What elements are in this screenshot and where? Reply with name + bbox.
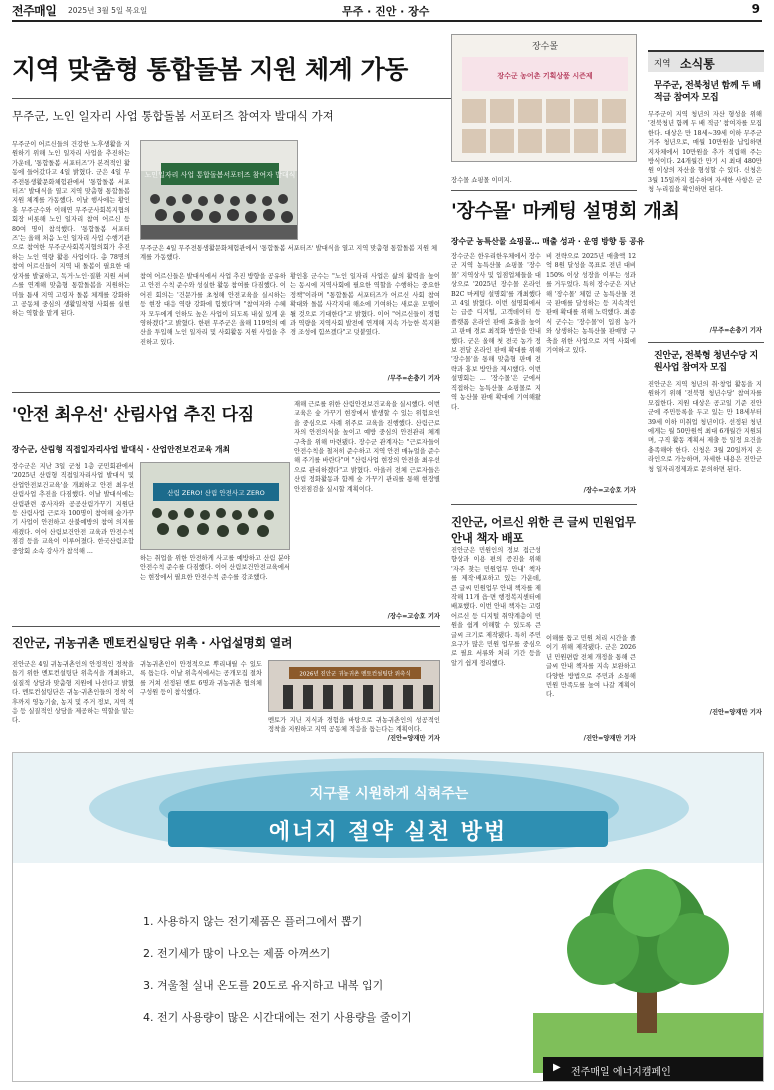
booklet-col-1: 진안군은 민원인의 정보 접근성 향상과 이용 편의 증진을 위해 '자주 찾는 민원업무 안내' 책자를 제작·배포하고 있는 가운데, 큰 글씨 민원업무 안내 책자를 제작해 11개 읍·면 행정복지센터에 배포했다. 이번 안내 책자는 고령 어르신 등 디지털 취약계층이 민원을 쉽게 이해할 수 있도록 큰 글씨 크기로 제작됐다. 특히 주민 요구가 많은 민원 업무를 중심으로 필요 서류와 처리 기간 등을 알기 쉽게 정리했다. xyxy=(451,547,541,667)
return-farm-photo-banner: 2026년 진안군 귀농귀촌 멘토컨설팅단 위촉식 xyxy=(299,671,411,678)
forest-title: '안전 최우선' 산림사업 추진 다짐 xyxy=(12,405,254,425)
page-number: 9 xyxy=(751,2,760,16)
ad-tip: 1. 사용하지 않는 전기제품은 플러그에서 뽑기 xyxy=(143,915,363,928)
market-rule xyxy=(451,190,637,191)
market-byline: /장수=고승호 기자 xyxy=(583,487,636,494)
sidebar-item1-byline: /무주=손충기 기자 xyxy=(709,327,762,334)
forest-photo-banner: 산림 ZERO! 산림 안전사고 ZERO xyxy=(167,489,265,497)
market-subhead: 장수군 농특산물 쇼핑몰… 매출 성과 · 운영 방향 등 공유 xyxy=(451,237,645,246)
forest-col-2: 하는 취업을 위한 안전하게 사고를 예방하고 산림 분야 안전수칙 준수를 다짐했다. 이어 산림보건안전교육에서는 현장에서 필요한 안전수칙 준수를 강조했다. xyxy=(140,555,290,581)
lead-photo-caption: 무주군은 4일 무주전통생활문화체험관에서 '통합돌봄 서포터즈' 발대식을 열고 지역 맞춤형 통합돌봄 지원 체계를 가동했다. xyxy=(140,245,438,261)
ad-campaign-name: 전주매일 에너지캠페인 xyxy=(571,1067,671,1078)
ad-tip: 2. 전기세가 많이 나오는 제품 아껴쓰기 xyxy=(143,947,331,960)
sidebar-item2-byline: /진안=양재만 기자 xyxy=(709,709,762,716)
local-news-sidebar xyxy=(648,50,764,730)
forest-byline: /장수=고승호 기자 xyxy=(387,613,440,620)
forest-rule xyxy=(12,392,440,393)
issue-date: 2025년 3월 5일 목요일 xyxy=(68,6,148,15)
lead-col-2: 참여 어르신들은 발대식에서 사업 추진 방향을 공유하고 안전 수칙 준수와 성실한 활동 참여를 다짐했다. 이어진 회의는 '건문가를 초청해 안전교육을 실시하는 등 현장 대응 역량 강화에 힘썼다'며 "참여자와 수혜자 모두에게 인하도 높은 사업이 되도록 내실 있게 운영하겠다"고 밝혔다. 한편 무주군은 올해 119억의 예산을 투입해 노인 일자리 및 사회활동 지원 사업을 추진하고 있다. xyxy=(140,273,286,346)
page-header xyxy=(12,2,762,20)
lead-photo-banner: 노인일자리 사업 통합돌봄서포터즈 참여자 발대식 xyxy=(144,171,296,179)
ad-tree-image xyxy=(533,853,763,1073)
return-farm-byline: /진안=양재만 기자 xyxy=(387,735,440,742)
booklet-col-2: 이해를 돕고 민원 처리 시간을 줄이기 위해 제작됐다. 군은 2026년 민원편람 전체 개정을 통해 큰 글씨 안내 책자를 지속 보완하고 다양한 방법으로 주민과 소통해 민원 만족도를 높여 나갈 계획이다. xyxy=(546,635,636,699)
mall-brand: 장수몰 xyxy=(531,42,559,52)
mall-banner: 장수군 농어촌 기획상품 시즌제 xyxy=(497,72,593,80)
newspaper-brand: 전주매일 xyxy=(12,4,57,18)
return-farm-rule xyxy=(12,626,440,627)
forest-photo xyxy=(140,462,290,550)
forest-col-1: 장수군은 지난 3일 군청 1층 군민회관에서 '2025년 산림형 직접일자리사업 발대식 및 산업안전보건교육'을 개최하고 안전 최우선 산림사업 추진을 다짐했다. 이날 발대식에는 산림관련 종사자와 공공산림가꾸기 지원단 등 산림사업 근로자 100명이 참여해 숲가꾸기 사업이 안전하고 산불예방의 참여 의지를 새겼다. 이어 산림보건안전 교육과 안전수칙 점검 등을 교육이 이루어졌다. 한국산림조합중앙회 소속 강사가 참석해 ... xyxy=(12,463,134,555)
booklet-title: 진안군, 어르신 위한 큰 글씨 민원업무 안내 책자 배포 xyxy=(451,515,636,545)
forest-subhead: 장수군, 산림형 직접일자리사업 발대식 · 산업안전보건교육 개최 xyxy=(12,445,231,454)
lead-photo xyxy=(140,140,298,240)
mall-photo xyxy=(451,34,637,162)
sidebar-tag-label-b: 소식통 xyxy=(680,57,715,71)
sidebar-item2-title: 진안군, 전북형 청년수당 지원사업 참여자 모집 xyxy=(654,351,758,373)
ad-tagline: 지구를 시원하게 식혀주는 xyxy=(309,786,469,802)
ad-tip: 4. 전기 사용량이 많은 시간대에는 전기 사용량을 줄이기 xyxy=(143,1011,412,1024)
ad-title: 에너지 절약 실천 방법 xyxy=(268,820,508,845)
market-col-1: 장수군은 한우리한우체에서 장수군 지역 농특산물 쇼핑몰 '장수몰' 지역상사 및 입점업체들을 대상으로 '2025년 장수몰 온라인 B2C 마케팅 설명회'를 개최했다고 4일 밝혔다. 이번 설명회에서는 급증 디지털, 고객데이터 등 플랫폼 온라인 판매 효율을 높이고 판매 경로 최적화 방안을 안내했다. 군은 올해 첫 전국 농가 정보 전달 온라인 판매 확대를 위해 '장수몰'을 통해 맞춤형 판매 전략과 홍보 방안을 제시했다. 이번 설명회는 ... '장수몰'은 군에서 직접하는 농특산물 쇼핑몰로 지역 농산물 판매 확대에 기여해왔다. xyxy=(451,253,541,411)
return-farm-photo-image xyxy=(269,661,440,712)
sidebar-item1-body: 무주군이 지역 청년의 자산 형성을 위해 '전북청년 함께 두 배 적금' 참여자를 모집한다. 대상은 만 18세~39세 이하 무주군 거주 청년으로, 매월 10만원을 납입하면 지자체에서 10만원을 추가 적립해 주는 방식이다. 24개월간 만기 시 최대 480만원 이상의 자산을 형성할 수 있다. 신청은 3월 15일까지 접수하며 자세한 사항은 군청 누리집을 확인하면 된다. xyxy=(648,111,762,194)
lead-headline: 지역 맞춤형 통합돌봄 지원 체계 가동 xyxy=(12,55,408,84)
sidebar-item1-title: 무주군, 전북청년 함께 두 배 적금 참여자 모집 xyxy=(654,81,761,103)
forest-col-3: 재해 근로를 위한 산림안전보건교육을 실시했다. 이번 교육은 숲 가꾸기 현장에서 발생할 수 있는 위험요인을 중심으로 사례 위주로 교육을 진행했다. 산림근로자의 안전의식을 높이고 예방 중심의 안전관리 체계 구축을 위해 마련됐다. 장수군 관계자는 "근로자들이 안전수칙을 철저히 준수하고 지역 안전 매뉴얼을 준수해 주기를 바란다"며 "산림사업 현장의 안전을 최우선으로 관리하겠다"고 밝혔다. 아울러 전체 근로자들은 산림 정화활동과 함께 숲 가꾸기 관리를 통해 현장별 안전점검을 실시할 계획이다. xyxy=(294,401,440,493)
ad-tip-list xyxy=(143,913,483,1041)
lead-subhead: 무주군, 노인 일자리 사업 통합돌봄 서포터즈 참여자 발대식 가져 xyxy=(12,109,334,123)
lead-col-3: 황인홍 군수는 "노인 일자리 사업은 삶의 활력을 높이는 동시에 지역사회에 필요한 역할을 수행하는 중요한 정책"이라며 "통합돌봄 서포터즈가 어르신 사회 참여 확대와 돌봄 사각지대 해소에 기여하는 새로운 모델이 될 것으로 기대한다"고 밝혔다. 이어 "어르신들이 경험과 역량을 지역사회 발전에 연계해 지속 가능한 복지환경 조성에 힘쓰겠다"고 덧붙였다. xyxy=(290,273,440,337)
lead-photo-image xyxy=(141,141,298,240)
lead-byline: /무주=손충기 기자 xyxy=(387,375,440,382)
sidebar-tag-label-a: 지역 xyxy=(654,59,671,69)
play-icon: ▶ xyxy=(553,1062,561,1073)
ad-title-box xyxy=(168,811,608,847)
section-name: 무주 · 진안 · 장수 xyxy=(342,5,430,18)
mall-screenshot-image xyxy=(452,35,637,162)
sidebar-rule xyxy=(648,342,764,343)
ad-campaign-footer xyxy=(543,1057,763,1081)
lead-col-1: 무주군이 어르신들의 건강한 노후생활을 지원하기 위해 노인 일자리 사업을 추진하는 가운데, '통합돌봄 서포터즈'가 본격적인 활동에 들어갔다고 4일 밝혔다. 군은 4일 무주전통생활문화체험관에서 '통합돌봄 서포터즈' 발대식을 열고 지역 맞춤형 통합돌봄 지원 체계를 가동했다. 이날 행사에는 황인홍 무주군수와 이해연 무주군사회복지협의회장 비롯해 노인 일자리 참여 어르신 등 80여 명이 참석했다. '통합돌봄 서포터즈'는 올해 처음 노인 일자리 사업 수행기관으로 참여한 무주군사회복지협의회가 추진하는 노인 역량 활용 사업이다. 총 78명의 참여 어르신들이 지역 내 돌봄이 필요한 대상자를 발굴하고, 독거·노인·질환 지원 서비스를 연계해 맞춤형 통합돌봄을 지원하는 미들 틈새 지역 고령자 돌봄 체계를 강화하고 공동체 중심의 생활밀착형 사회를 실현하는 역할을 맡게 된다. xyxy=(12,141,130,318)
sidebar-tag xyxy=(648,50,764,72)
return-farm-title: 진안군, 귀농귀촌 멘토컨실팅단 위촉 · 사업설명회 열려 xyxy=(12,636,293,650)
ad-tip: 3. 겨울철 실내 온도를 20도로 유지하고 내복 입기 xyxy=(143,979,384,992)
forest-photo-image xyxy=(141,463,290,550)
return-farm-col-2: 귀농귀촌인이 안정적으로 뿌리내릴 수 있도록 돕는다. 이날 위촉식에서는 공개모집 절차를 거쳐 선정된 멘토 6명과 귀농귀촌 협의체 구성원 등이 참석했다. xyxy=(140,661,262,697)
return-farm-col-3: 멘토가 지닌 지식과 경험을 바탕으로 귀농귀촌인의 성공적인 정착을 지원하고 지역 공동체 적응을 돕는다는 계획이다. xyxy=(268,717,440,734)
mall-photo-caption: 장수몰 쇼핑몰 이미지. xyxy=(451,177,512,184)
sidebar-item2-body: 진안군은 지역 청년의 취·창업 활동을 지원하기 위해 '전북형 청년수당' 참여자를 모집한다. 지원 대상은 공고일 기준 진안군에 주민등록을 두고 있는 만 18세부터 39세 이하 미취업 청년이다. 선정된 청년에게는 월 50만원씩 최대 6개월간 지원되며, 구직 활동 계획서 제출 등 일정 요건을 충족해야 한다. 신청은 3월 20일까지 온라인으로 가능하며, 자세한 내용은 진안군청 일자리경제과로 문의하면 된다. xyxy=(648,381,762,473)
energy-campaign-ad xyxy=(12,752,764,1082)
booklet-rule xyxy=(451,504,637,505)
booklet-byline: /진안=양재만 기자 xyxy=(583,735,636,742)
market-col-2: 비 전략으로 2025년 매출액 12억 8원 달성을 목표로 전년 대비 150% 이상 성장을 이루는 성과를 거두었다. 특히 장수군은 지난해 '장수몰' 체험 군 농특산물 전국 판매를 달성하는 등 지속적인 판매 확대를 위해 노력했다. 최종식 군수는 '장수몰'이 입점 농가와 상생하는 농특산물 판매망 구축을 위한 사업으로 지역 사회에 기여하고 있다. xyxy=(546,253,636,355)
return-farm-photo xyxy=(268,660,440,712)
return-farm-col-1: 진안군은 4일 귀농귀촌인의 안정적인 정착을 돕기 위한 멘토컨설팅단 위촉식을 개최하고, 실질적 상담과 맞춤형 지원에 나선다고 밝혔다. 멘토컨설팅단은 귀농·귀촌인들의 정착 이후까지 영농기술, 농지 및 주거 정보, 지역 적응 등 실질적인 상담을 제공하는 역할을 맡는다. xyxy=(12,661,134,725)
market-title: '장수몰' 마케팅 설명회 개최 xyxy=(451,200,680,222)
header-rule xyxy=(12,20,762,22)
